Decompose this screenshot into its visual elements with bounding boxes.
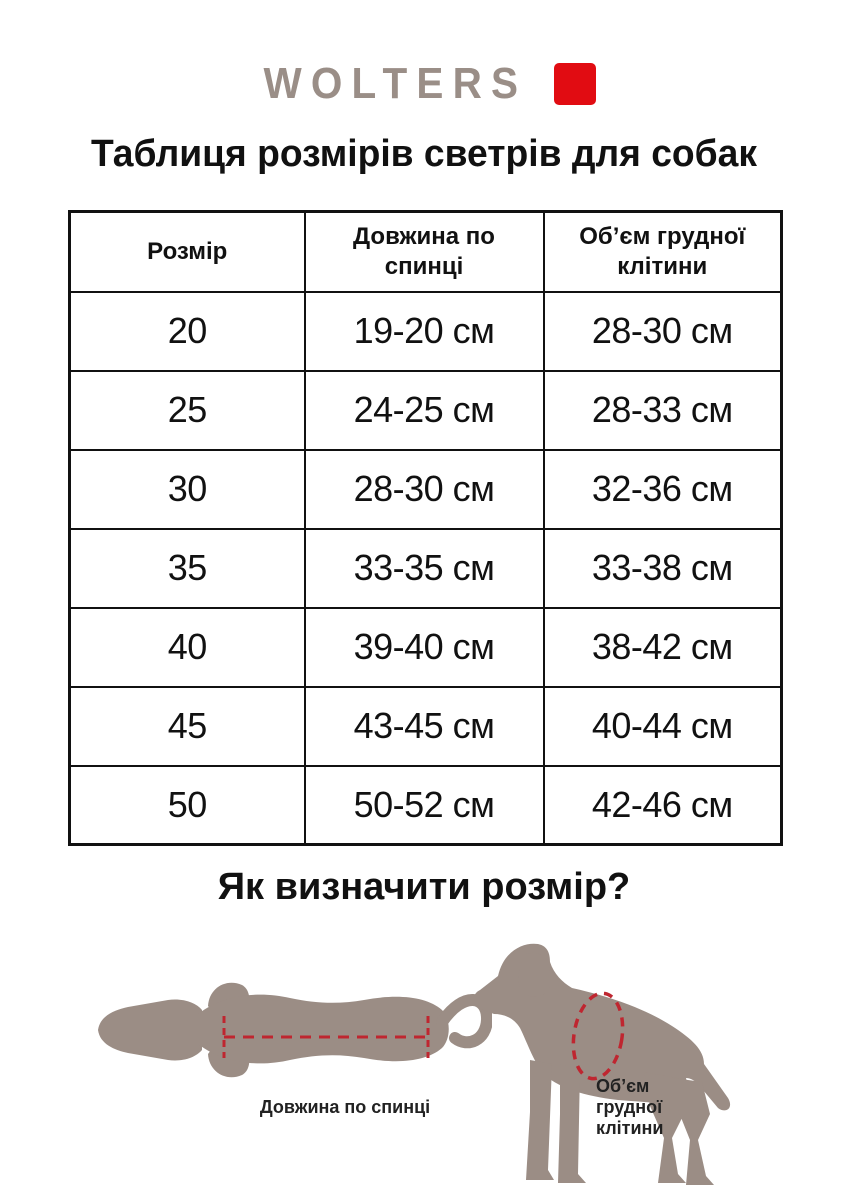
chest-label-line-1: Об’єм [596, 1076, 650, 1096]
header-back-length: Довжина по спинці [305, 212, 544, 292]
size-table [68, 210, 783, 846]
chest-label-line-2: грудної [596, 1097, 663, 1117]
back-length-label: Довжина по спинці [259, 1097, 431, 1117]
table-row [70, 608, 782, 687]
page-title: Таблиця розмірів светрів для собак [90, 133, 758, 175]
dog-side-view-silhouette [468, 932, 770, 1194]
table-cell: 32-36 см [544, 450, 782, 529]
table-row [70, 450, 782, 529]
table-cell: 38-42 см [544, 608, 782, 687]
dog-top-view-silhouette [92, 958, 492, 1098]
table-cell: 50-52 см [305, 766, 544, 845]
table-cell: 25 [70, 371, 305, 450]
table-row [70, 371, 782, 450]
table-cell: 50 [70, 766, 305, 845]
table-cell: 45 [70, 687, 305, 766]
table-cell: 28-30 см [544, 292, 782, 371]
table-cell: 35 [70, 529, 305, 608]
table-cell: 40-44 см [544, 687, 782, 766]
header-size: Розмір [70, 212, 305, 292]
table-cell: 43-45 см [305, 687, 544, 766]
table-header-row [70, 212, 782, 292]
header-chest: Об’єм грудної клітини [544, 212, 782, 292]
table-cell: 28-30 см [305, 450, 544, 529]
table-cell: 40 [70, 608, 305, 687]
table-cell: 42-46 см [544, 766, 782, 845]
table-cell: 33-38 см [544, 529, 782, 608]
table-cell: 33-35 см [305, 529, 544, 608]
brand-red-square-icon [554, 63, 596, 105]
table-cell: 19-20 см [305, 292, 544, 371]
chest-label-line-3: клітини [596, 1118, 664, 1138]
guide-heading: Як визначити розмір? [217, 866, 631, 908]
table-row [70, 687, 782, 766]
brand-wordmark: WOLTERS [263, 59, 527, 108]
brand-logo [0, 58, 848, 110]
table-row [70, 529, 782, 608]
measurement-diagram [0, 930, 848, 1200]
table-cell: 30 [70, 450, 305, 529]
table-cell: 39-40 см [305, 608, 544, 687]
table-row [70, 292, 782, 371]
table-cell: 24-25 см [305, 371, 544, 450]
table-cell: 28-33 см [544, 371, 782, 450]
table-row [70, 766, 782, 845]
table-cell: 20 [70, 292, 305, 371]
chest-label [596, 1076, 663, 1139]
